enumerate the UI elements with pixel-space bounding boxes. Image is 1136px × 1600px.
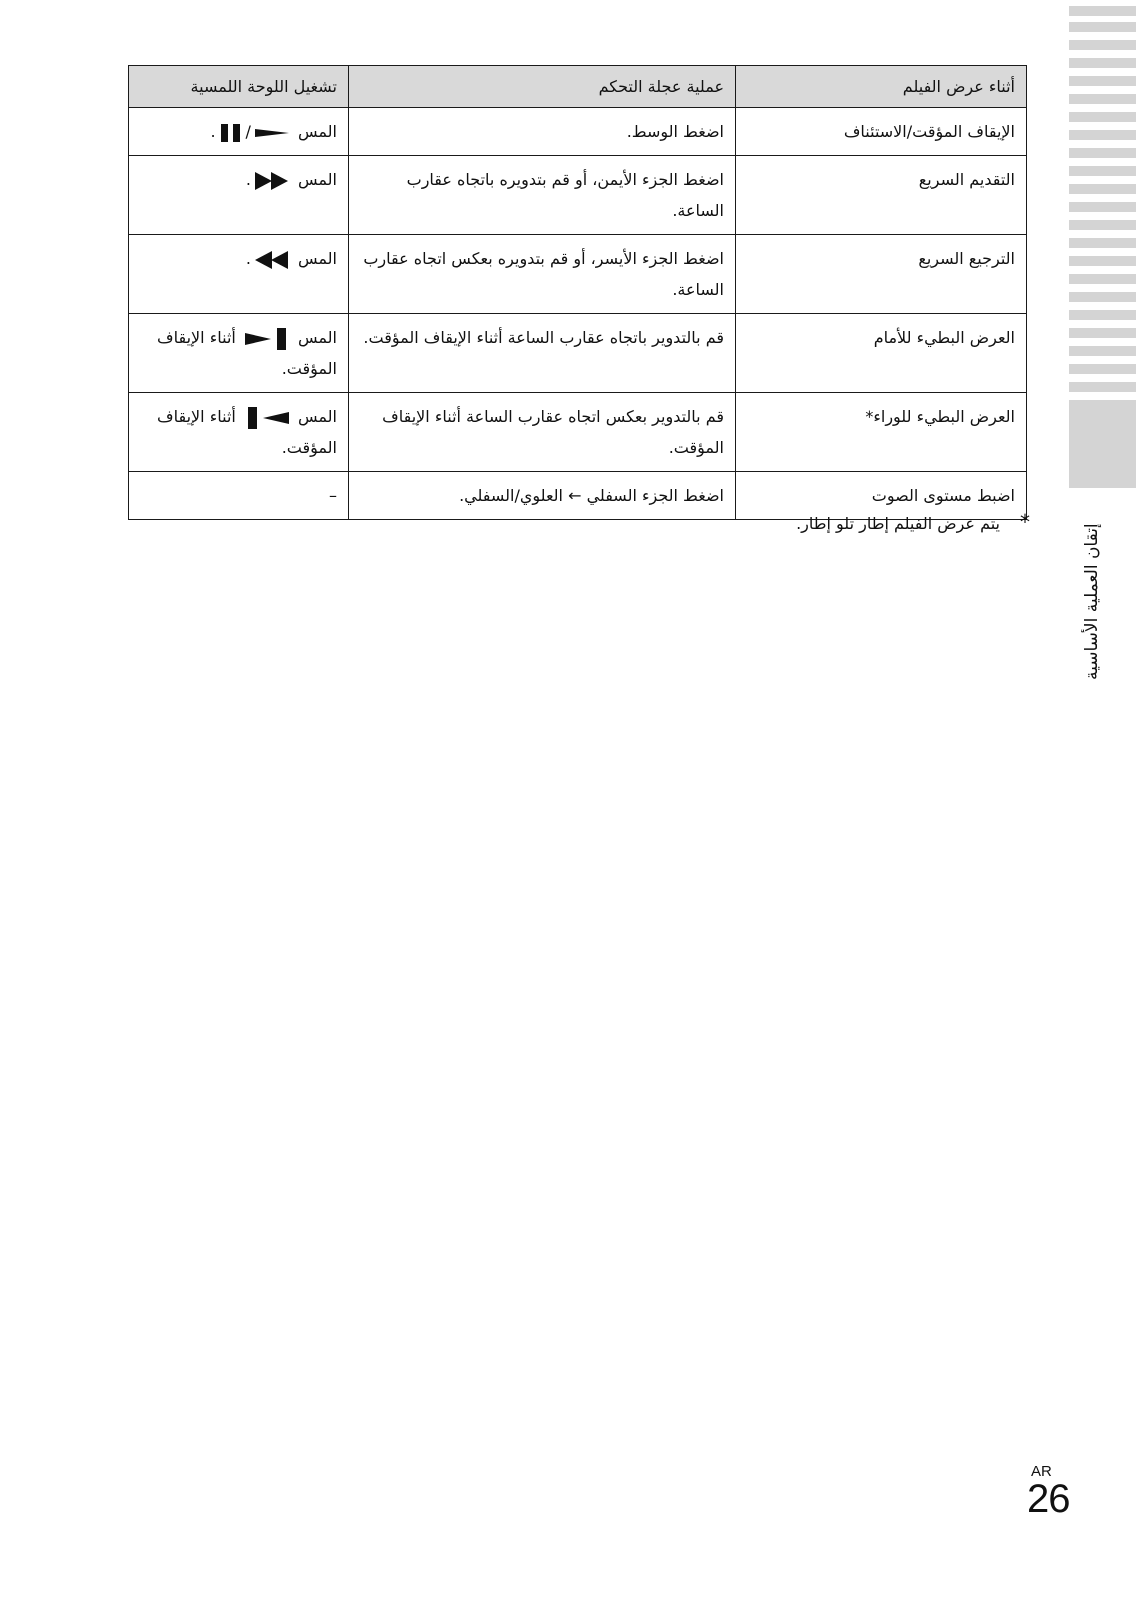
- touch-suffix: أثناء الإيقاف المؤقت.: [157, 407, 337, 457]
- play-icon: [255, 125, 289, 141]
- touch-suffix: .: [210, 122, 216, 141]
- tab-stripe: [1069, 6, 1136, 16]
- tab-stripe: [1069, 40, 1136, 50]
- header-touch-panel: تشغيل اللوحة اللمسية: [129, 66, 349, 108]
- side-tab: [1069, 0, 1136, 1600]
- cell-wheel: اضغط الجزء السفلي ← العلوي/السفلي.: [349, 472, 736, 520]
- cell-playback: العرض البطيء للأمام: [736, 314, 1027, 393]
- slow-reverse-icon: [245, 407, 289, 429]
- cell-playback: الترجيع السريع: [736, 235, 1027, 314]
- cell-wheel: اضغط الجزء الأيمن، أو قم بتدويره باتجاه عقارب الساعة.: [349, 156, 736, 235]
- slow-forward-icon: [245, 328, 289, 350]
- tab-stripe: [1069, 202, 1136, 212]
- header-control-wheel: عملية عجلة التحكم: [349, 66, 736, 108]
- tab-stripe: [1069, 364, 1136, 374]
- touch-prefix: المس: [298, 328, 337, 347]
- touch-suffix: أثناء الإيقاف المؤقت.: [157, 328, 337, 378]
- table-row: [129, 235, 1027, 314]
- fast-forward-icon: [255, 172, 289, 190]
- cell-touch: [129, 314, 349, 393]
- cell-playback: الإيقاف المؤقت/الاستئناف: [736, 108, 1027, 156]
- table-row: [129, 393, 1027, 472]
- footnote-text: يتم عرض الفيلم إطار تلو إطار.: [796, 514, 1000, 533]
- cell-touch: [129, 393, 349, 472]
- slash-glyph: /: [245, 122, 251, 141]
- tab-stripe: [1069, 274, 1136, 284]
- table-row: [129, 156, 1027, 235]
- page-number: 26: [1027, 1477, 1070, 1521]
- tab-block: [1069, 400, 1136, 488]
- cell-playback: التقديم السريع: [736, 156, 1027, 235]
- cell-playback: العرض البطيء للوراء*: [736, 393, 1027, 472]
- tab-stripe: [1069, 22, 1136, 32]
- touch-prefix: المس: [298, 249, 337, 268]
- cell-touch: [129, 235, 349, 314]
- tab-stripe: [1069, 94, 1136, 104]
- playback-controls-table: [128, 65, 1027, 520]
- cell-touch: –: [129, 472, 349, 520]
- tab-stripe: [1069, 220, 1136, 230]
- touch-suffix: .: [245, 170, 251, 189]
- page-language-code: AR: [1031, 1463, 1052, 1480]
- touch-prefix: المس: [298, 170, 337, 189]
- cell-wheel: اضغط الوسط.: [349, 108, 736, 156]
- table-row: [129, 108, 1027, 156]
- tab-stripe: [1069, 184, 1136, 194]
- cell-wheel: قم بالتدوير بعكس اتجاه عقارب الساعة أثناء الإيقاف المؤقت.: [349, 393, 736, 472]
- rewind-icon: [255, 251, 289, 269]
- tab-stripe: [1069, 76, 1136, 86]
- header-playback: أثناء عرض الفيلم: [736, 66, 1027, 108]
- footnote: [700, 510, 1030, 534]
- cell-wheel: اضغط الجزء الأيسر، أو قم بتدويره بعكس اتجاه عقارب الساعة.: [349, 235, 736, 314]
- section-tab-label: إتقان العملية الأساسية: [1082, 523, 1102, 680]
- tab-stripe: [1069, 58, 1136, 68]
- table-row: [129, 314, 1027, 393]
- touch-prefix: المس: [298, 122, 337, 141]
- tab-stripe: [1069, 292, 1136, 302]
- cell-touch: [129, 156, 349, 235]
- tab-stripe: [1069, 166, 1136, 176]
- tab-stripe: [1069, 256, 1136, 266]
- cell-playback: اضبط مستوى الصوت: [736, 472, 1027, 520]
- cell-touch: [129, 108, 349, 156]
- tab-stripe: [1069, 310, 1136, 320]
- touch-prefix: المس: [298, 407, 337, 426]
- tab-stripe: [1069, 238, 1136, 248]
- tab-stripe: [1069, 148, 1136, 158]
- table-header-row: [129, 66, 1027, 108]
- touch-suffix: .: [245, 249, 251, 268]
- tab-stripe: [1069, 112, 1136, 122]
- tab-stripe: [1069, 346, 1136, 356]
- pause-icon: [220, 124, 242, 142]
- tab-stripe: [1069, 328, 1136, 338]
- tab-stripe: [1069, 382, 1136, 392]
- tab-stripe: [1069, 130, 1136, 140]
- cell-wheel: قم بالتدوير باتجاه عقارب الساعة أثناء الإيقاف المؤقت.: [349, 314, 736, 393]
- footnote-marker: *: [1020, 510, 1030, 534]
